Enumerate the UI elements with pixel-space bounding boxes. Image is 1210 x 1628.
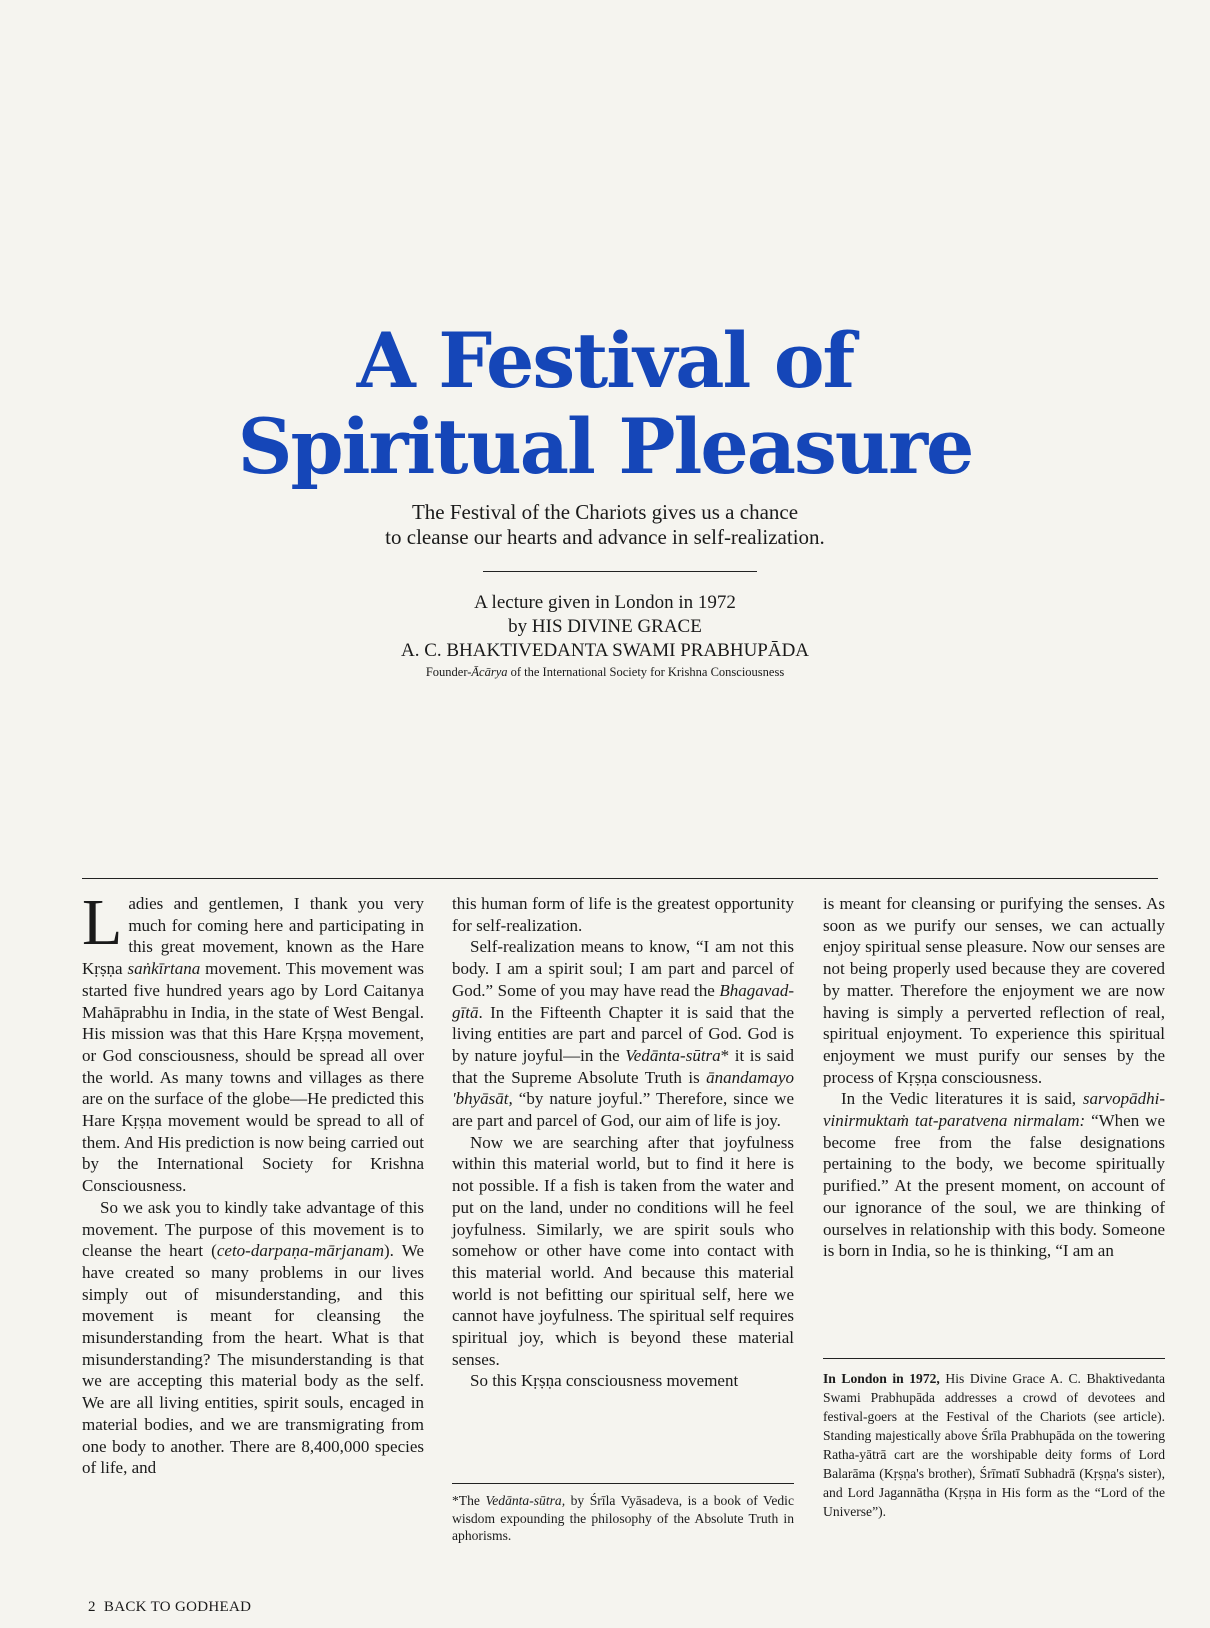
paragraph-3: this human form of life is the greatest opportunity for self-realization. [452, 894, 794, 935]
paragraph-7: is meant for cleansing or purifying the senses. As soon as we purify our senses, we can actually enjoy spiritual sense pleasure. Now our senses are not being properly used because they are covered by matter. Therefore the enjoyment we are now having is simply a perverted reflection of real, spiritual enjoyment. To experience this spiritual enjoyment we must purify our senses by the process of Kṛṣṇa consciousness. [823, 894, 1165, 1087]
footnote [452, 1483, 794, 1545]
paragraph-8-italic: sarvopādhi-vinirmuktaṁ tat-paratvena nirmalam: [823, 1089, 1165, 1131]
paragraph-2-text-b: ). We have created so many problems in our lives simply out of misunderstanding, and this movement is meant for cleansing the misunderstanding from the heart. What is that misunderstanding? The misunderstanding is that we are accepting this material body as the self. We are all living entities, spirit souls, encaged in material bodies, and we are transmigrating from one body to another. There are 8,400,000 species of life, and [82, 1241, 424, 1478]
paragraph-1-text-b: movement. This movement was started five hundred years ago by Lord Caitanya Mahāprabhu in India, in the state of West Bengal. His mission was that this Hare Kṛṣṇa movement, or God consciousness, should be spread all over the world. As many towns and villages as there are on the surface of the globe—He predicted this Hare Kṛṣṇa movement would be spread to all of them. And His prediction is now being carried out by the International Society for Krishna Consciousness. [82, 959, 424, 1196]
subtitle-line-2: to cleanse our hearts and advance in self-realization. [385, 525, 825, 549]
founder-prefix: Founder- [425, 665, 472, 679]
article-title [0, 318, 1210, 490]
byline-author: A. C. BHAKTIVEDANTA SWAMI PRABHUPĀDA [400, 640, 810, 661]
paragraph-1 [82, 886, 424, 1197]
page-footer [88, 1599, 251, 1616]
paragraph-6: So this Kṛṣṇa consciousness movement [470, 1371, 739, 1391]
page-number: 2 [88, 1599, 96, 1615]
paragraph-4-text-b: . In the Fifteenth Chapter it is said that the living entities are part and parcel of God. God is by nature joyful—in the [452, 1002, 794, 1065]
paragraph-4-text-a: Self-realization means to know, “I am not this body. I am a spirit soul; I am part and parcel of God.” Some of you may have read the [452, 937, 794, 1000]
article-subtitle [0, 500, 1210, 550]
paragraph-4-italic-sanskrit: ānandamayo 'bhyāsāt, [452, 1067, 794, 1109]
title-line-2: Spiritual Pleasure [237, 402, 973, 491]
paragraph-4-italic-sutra: Vedānta-sūtra [625, 1045, 721, 1065]
footnote-text-b: by Śrīla Vyāsadeva, is a book of Vedic wisdom expounding the philosophy of the Absolute Truth in aphorisms. [452, 1493, 794, 1544]
paragraph-1-italic: saṅkīrtana [127, 959, 201, 979]
paragraph-5: Now we are searching after that joyfulness within this material world, but to find it here is not possible. If a fish is taken from the water and put on the land, under no conditions will he feel joyfulness. Similarly, we are spirit souls who somehow or other have come into contact with this material world. And because this material world is not befitting our spiritual self, here we cannot have joyfulness. The spiritual self requires spiritual joy, which is beyond these material senses. [452, 1132, 794, 1369]
column-3 [823, 893, 1165, 1262]
founder-acarya: Ācārya [471, 665, 508, 679]
magazine-name: BACK TO GODHEAD [103, 1599, 252, 1615]
footnote-text-a: *The [452, 1493, 486, 1508]
caption-lead: In London in 1972, [823, 1371, 940, 1386]
drop-cap: L [82, 886, 123, 959]
paragraph-2 [82, 1197, 424, 1479]
paragraph-1-text-a: adies and gentlemen, I thank you very much for coming here and participating in this great movement, known as the Hare Kṛṣṇa [82, 894, 424, 979]
caption-text: His Divine Grace A. C. Bhaktivedanta Swami Prabhupāda addresses a crowd of devotees and festival-goers at the Festival of the Chariots (see article). Standing majestically above Śrīla Prabhupāda on the towering Ratha-yātrā cart are the worshipable deity forms of Lord Balarāma (Kṛṣṇa's brother), Śrīmatī Subhadrā (Kṛṣṇa's sister), and Lord Jagannātha (Kṛṣṇa in His form as the “Lord of the Universe”). [823, 1371, 1166, 1519]
paragraph-8-text-a: In the Vedic literatures it is said, [841, 1089, 1083, 1109]
title-divider [483, 571, 757, 572]
paragraph-2-italic: ceto-darpaṇa-mārjanam [216, 1241, 385, 1261]
photo-caption [823, 1358, 1165, 1521]
subtitle-line-1: The Festival of the Chariots gives us a chance [411, 500, 799, 524]
founder-suffix: of the International Society for Krishna Consciousness [507, 665, 785, 679]
paragraph-2-text-a: So we ask you to kindly take advantage of this movement. The purpose of this movement is to cleanse the heart ( [82, 1197, 424, 1261]
body-divider [82, 878, 1158, 879]
paragraph-8-text-b: “When we become free from the false designations pertaining to the body, we become spiritually purified.” At the present moment, on account of our ignorance of the soul, we are thinking of ourselves in relationship with this body. Someone is born in India, so he is thinking, “I am an [823, 1111, 1165, 1261]
paragraph-4-italic-gita: Bhagavad-gītā [452, 980, 794, 1022]
paragraph-4 [452, 936, 794, 1131]
byline-founder [0, 663, 1210, 681]
byline [0, 591, 1210, 681]
byline-by: by HIS DIVINE GRACE [508, 616, 702, 637]
column-2 [452, 893, 794, 1392]
column-1 [82, 886, 424, 1479]
paragraph-4-text-c: * it is said that the Supreme Absolute Truth is [452, 1045, 794, 1087]
title-line-1: A Festival of [356, 316, 854, 405]
paragraph-4-text-d: “by nature joyful.” Therefore, since we are part and parcel of God, our aim of life is joy. [452, 1089, 794, 1131]
paragraph-8 [823, 1088, 1165, 1262]
footnote-italic: Vedānta-sūtra, [485, 1493, 566, 1508]
byline-lecture: A lecture given in London in 1972 [474, 592, 736, 613]
